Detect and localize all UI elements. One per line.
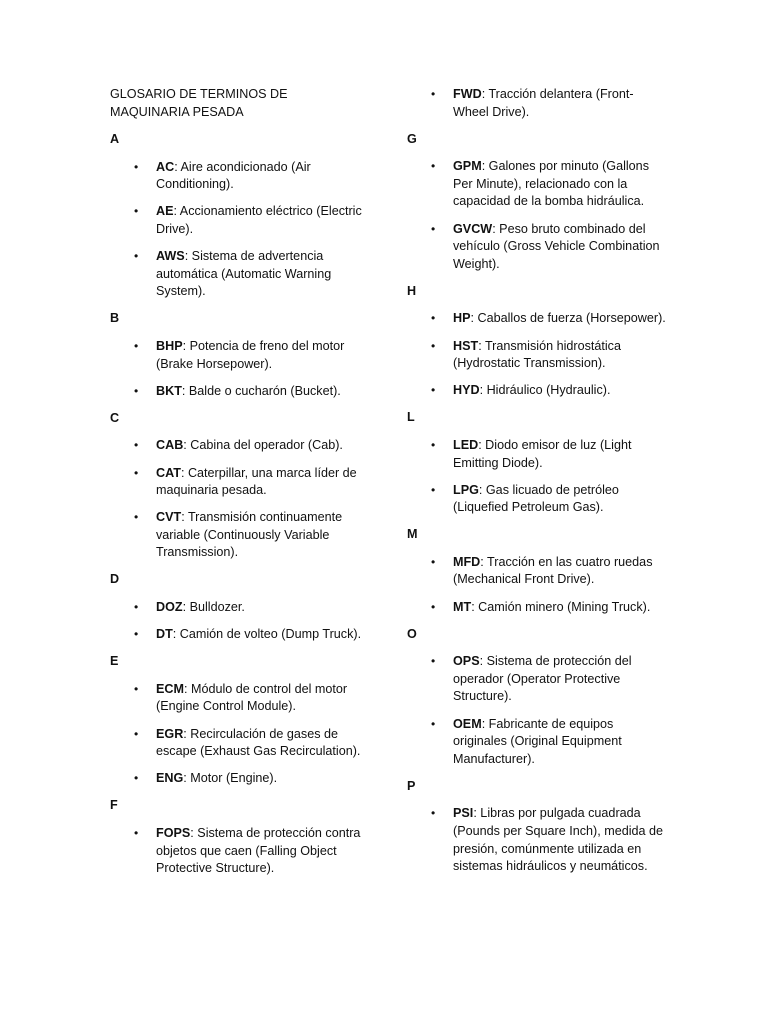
- bullet-icon: •: [134, 383, 139, 398]
- section-letter: H: [407, 283, 417, 298]
- bullet-icon: •: [431, 437, 436, 452]
- glossary-section-o: [407, 626, 669, 769]
- term-list: [407, 554, 669, 616]
- term-abbreviation: LED: [453, 437, 479, 452]
- glossary-section-continued: [407, 86, 669, 121]
- glossary-section-e: [110, 653, 372, 788]
- bullet-icon: •: [431, 482, 436, 497]
- term-abbreviation: CAT: [156, 465, 181, 480]
- term-list: [110, 159, 372, 301]
- term-abbreviation: EGR: [156, 726, 184, 741]
- section-letter: F: [110, 798, 118, 813]
- term-abbreviation: CAB: [156, 438, 184, 453]
- term-definition: : Balde o cucharón (Bucket).: [181, 383, 341, 398]
- term-definition: : Diodo emisor de luz (Light Emitting Diode).: [453, 437, 632, 470]
- bullet-icon: •: [134, 438, 139, 453]
- term-abbreviation: FOPS: [156, 825, 191, 840]
- bullet-icon: •: [134, 681, 139, 696]
- term-definition: : Motor (Engine).: [183, 771, 278, 786]
- glossary-section-g: [407, 131, 669, 274]
- glossary-entry: [407, 653, 669, 706]
- glossary-entry: [407, 599, 669, 617]
- section-letter: A: [110, 132, 120, 147]
- bullet-icon: •: [431, 159, 436, 174]
- glossary-section-p: [407, 778, 669, 876]
- section-letter: C: [110, 410, 120, 425]
- term-abbreviation: ENG: [156, 771, 184, 786]
- glossary-entry: [110, 681, 372, 716]
- right-column: [407, 86, 669, 885]
- term-abbreviation: HST: [453, 338, 479, 353]
- term-list: [110, 681, 372, 788]
- term-definition: : Accionamiento eléctrico (Electric Drive).: [156, 204, 362, 237]
- term-list: [110, 825, 372, 878]
- bullet-icon: •: [134, 627, 139, 642]
- term-list: [110, 437, 372, 562]
- term-definition: : Potencia de freno del motor (Brake Horsepower).: [156, 339, 345, 371]
- glossary-entry: [407, 221, 669, 274]
- term-abbreviation: AC: [156, 159, 175, 174]
- section-letter: O: [407, 626, 417, 641]
- document-title: GLOSARIO DE TERMINOS DE MAQUINARIA PESADA: [110, 87, 288, 119]
- term-list: [110, 338, 372, 400]
- glossary-entry: [407, 382, 669, 400]
- bullet-icon: •: [431, 654, 436, 669]
- term-definition: : Módulo de control del motor (Engine Control Module).: [156, 681, 348, 714]
- term-list: [407, 158, 669, 273]
- bullet-icon: •: [431, 338, 436, 353]
- glossary-entry: [110, 383, 372, 401]
- bullet-icon: •: [134, 204, 139, 219]
- bullet-icon: •: [134, 726, 139, 741]
- glossary-section-b: [110, 310, 372, 400]
- term-definition: : Camión de volteo (Dump Truck).: [172, 627, 362, 642]
- glossary-section-h: [407, 283, 669, 400]
- term-abbreviation: GPM: [453, 159, 482, 174]
- bullet-icon: •: [431, 383, 436, 398]
- term-definition: : Galones por minuto (Gallons Per Minute), relacionado con la capacidad de la bomba hidráulica.: [453, 159, 649, 209]
- glossary-entry: [407, 86, 669, 121]
- term-definition: : Recirculación de gases de escape (Exhaust Gas Recirculation).: [156, 726, 361, 759]
- bullet-icon: •: [431, 311, 436, 326]
- term-definition: : Transmisión continuamente variable (Continuously Variable Transmission).: [156, 510, 343, 560]
- glossary-entry: [110, 825, 372, 878]
- term-definition: : Caballos de fuerza (Horsepower).: [470, 311, 666, 326]
- bullet-icon: •: [134, 249, 139, 264]
- glossary-entry: [407, 158, 669, 211]
- term-definition: : Gas licuado de petróleo (Liquefied Petroleum Gas).: [453, 482, 619, 515]
- glossary-entry: [110, 159, 372, 194]
- term-abbreviation: AE: [156, 204, 174, 219]
- term-abbreviation: OPS: [453, 654, 480, 669]
- bullet-icon: •: [134, 339, 139, 354]
- term-definition: : Sistema de advertencia automática (Automatic Warning System).: [156, 249, 332, 299]
- term-abbreviation: HP: [453, 311, 471, 326]
- term-definition: : Transmisión hidrostática (Hydrostatic Transmission).: [453, 338, 621, 371]
- term-definition: : Peso bruto combinado del vehículo (Gross Vehicle Combination Weight).: [453, 221, 660, 271]
- term-abbreviation: BHP: [156, 339, 183, 354]
- term-definition: : Cabina del operador (Cab).: [183, 438, 343, 453]
- term-definition: : Bulldozer.: [182, 600, 245, 615]
- term-definition: : Fabricante de equipos originales (Original Equipment Manufacturer).: [453, 716, 622, 766]
- term-definition: : Sistema de protección contra objetos que caen (Falling Object Protective Structure).: [156, 825, 361, 876]
- term-definition: : Libras por pulgada cuadrada (Pounds per Square Inch), medida de presión, comúnmente utilizada en sistemas hidráulicos y neumáticos.: [453, 806, 664, 874]
- glossary-entry: [110, 509, 372, 562]
- bullet-icon: •: [431, 806, 436, 821]
- term-abbreviation: LPG: [453, 482, 479, 497]
- term-definition: : Camión minero (Mining Truck).: [471, 599, 651, 614]
- term-abbreviation: HYD: [453, 383, 480, 398]
- glossary-section-m: [407, 526, 669, 616]
- glossary-entry: [110, 599, 372, 617]
- glossary-entry: [407, 338, 669, 373]
- term-abbreviation: PSI: [453, 806, 474, 821]
- term-list: [407, 653, 669, 768]
- left-column: [110, 86, 372, 887]
- term-abbreviation: BKT: [156, 383, 182, 398]
- glossary-entry: [110, 726, 372, 761]
- section-letter: D: [110, 572, 120, 587]
- bullet-icon: •: [431, 599, 436, 614]
- glossary-entry: [407, 554, 669, 589]
- bullet-icon: •: [431, 716, 436, 731]
- term-abbreviation: ECM: [156, 681, 184, 696]
- term-abbreviation: FWD: [453, 87, 482, 101]
- glossary-entry: [110, 248, 372, 301]
- term-definition: : Sistema de protección del operador (Operator Protective Structure).: [453, 654, 632, 704]
- term-definition: : Hidráulico (Hydraulic).: [479, 383, 611, 398]
- term-abbreviation: DT: [156, 627, 173, 642]
- glossary-section-c: [110, 410, 372, 562]
- glossary-entry: [110, 338, 372, 373]
- term-list: [407, 805, 669, 875]
- glossary-entry: [110, 437, 372, 455]
- bullet-icon: •: [134, 825, 139, 840]
- glossary-entry: [110, 465, 372, 500]
- bullet-icon: •: [134, 159, 139, 174]
- bullet-icon: •: [134, 600, 139, 615]
- term-list: [407, 437, 669, 517]
- glossary-entry: [407, 805, 669, 875]
- glossary-entry: [110, 203, 372, 238]
- section-letter: E: [110, 654, 119, 669]
- term-abbreviation: OEM: [453, 716, 482, 731]
- term-abbreviation: AWS: [156, 249, 185, 264]
- bullet-icon: •: [431, 221, 436, 236]
- term-list: [407, 86, 669, 121]
- glossary-entry: [407, 437, 669, 472]
- term-abbreviation: CVT: [156, 510, 182, 525]
- glossary-entry: [110, 770, 372, 788]
- term-definition: : Tracción delantera (Front-Wheel Drive).: [453, 87, 634, 119]
- bullet-icon: •: [431, 554, 436, 569]
- bullet-icon: •: [134, 510, 139, 525]
- section-letter: P: [407, 778, 416, 793]
- section-letter: B: [110, 311, 120, 326]
- glossary-section-l: [407, 409, 669, 516]
- section-letter: L: [407, 410, 415, 425]
- term-abbreviation: GVCW: [453, 221, 493, 236]
- glossary-section-f: [110, 797, 372, 877]
- glossary-entry: [407, 482, 669, 517]
- term-list: [110, 599, 372, 644]
- term-definition: : Tracción en las cuatro ruedas (Mechanical Front Drive).: [453, 554, 653, 587]
- term-abbreviation: MFD: [453, 554, 481, 569]
- bullet-icon: •: [431, 87, 436, 101]
- bullet-icon: •: [134, 771, 139, 786]
- section-letter: M: [407, 527, 418, 542]
- section-letter: G: [407, 131, 417, 146]
- glossary-entry: [407, 716, 669, 769]
- term-abbreviation: MT: [453, 599, 472, 614]
- term-definition: : Caterpillar, una marca líder de maquinaria pesada.: [156, 465, 357, 498]
- glossary-entry: [407, 310, 669, 328]
- term-list: [407, 310, 669, 399]
- term-abbreviation: DOZ: [156, 600, 183, 615]
- glossary-section-d: [110, 571, 372, 643]
- bullet-icon: •: [134, 465, 139, 480]
- glossary-section-a: [110, 131, 372, 301]
- term-definition: : Aire acondicionado (Air Conditioning).: [156, 159, 311, 192]
- glossary-entry: [110, 626, 372, 644]
